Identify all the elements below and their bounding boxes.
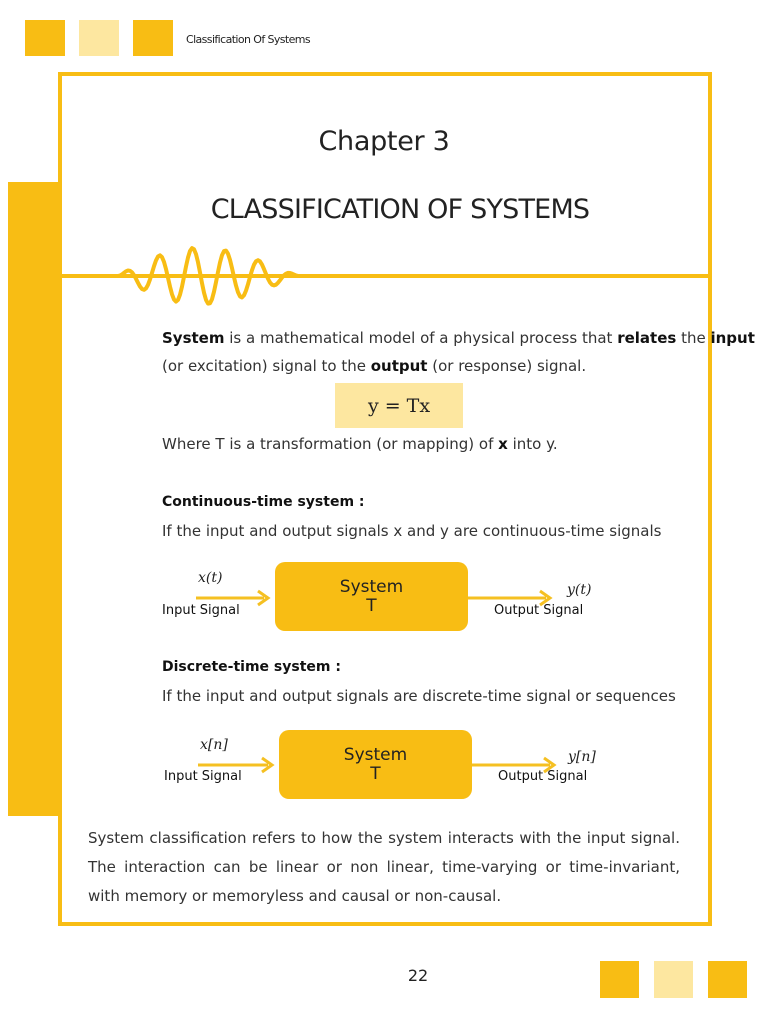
ct-system-box: System T xyxy=(275,562,468,631)
term-system: System xyxy=(162,329,225,347)
header-square-1 xyxy=(25,20,65,56)
term-x: x xyxy=(498,435,508,453)
footer-square-3 xyxy=(708,961,747,998)
ct-input-symbol: x(t) xyxy=(198,570,223,586)
header-square-2 xyxy=(79,20,119,56)
dt-input-label: Input Signal xyxy=(164,769,242,784)
dt-system-box: System T xyxy=(279,730,472,799)
continuous-heading: Continuous-time system : xyxy=(162,494,365,510)
chapter-label: Chapter 3 xyxy=(318,126,450,157)
ct-output-label: Output Signal xyxy=(494,603,584,618)
dt-output-label: Output Signal xyxy=(498,769,588,784)
ct-output-symbol: y(t) xyxy=(567,582,592,598)
intro-line-1: System is a mathematical model of a physical process that relates the input xyxy=(162,329,755,347)
equation-box xyxy=(335,383,463,428)
dt-input-symbol: x[n] xyxy=(200,737,228,753)
discrete-heading: Discrete-time system : xyxy=(162,659,341,675)
term-output: output xyxy=(370,357,428,375)
footer-square-1 xyxy=(600,961,639,998)
page-number: 22 xyxy=(407,966,429,985)
waveform-divider-icon xyxy=(58,232,708,312)
header-square-3 xyxy=(133,20,173,56)
equation: y = Tx xyxy=(367,394,431,417)
continuous-text: If the input and output signals x and y are continuous-time signals xyxy=(162,522,662,540)
ct-input-label: Input Signal xyxy=(162,603,240,618)
left-accent-band xyxy=(8,182,58,816)
where-line: Where T is a transformation (or mapping) of x into y. xyxy=(162,435,558,453)
dt-output-symbol: y[n] xyxy=(568,749,596,765)
term-input: input xyxy=(710,329,755,347)
discrete-text: If the input and output signals are discrete-time signal or sequences xyxy=(162,687,676,705)
intro-line-2: (or excitation) signal to the output (or response) signal. xyxy=(162,357,587,375)
footer-square-2 xyxy=(654,961,693,998)
term-relates: relates xyxy=(617,329,677,347)
summary-paragraph: System classification refers to how the system interacts with the input signal. The interaction can be linear or non linear, time-varying or time-invariant, with memory or memoryless and causal or non-causal. xyxy=(88,829,680,905)
running-header: Classification Of Systems xyxy=(186,33,311,46)
chapter-title: CLASSIFICATION OF SYSTEMS xyxy=(210,194,590,225)
